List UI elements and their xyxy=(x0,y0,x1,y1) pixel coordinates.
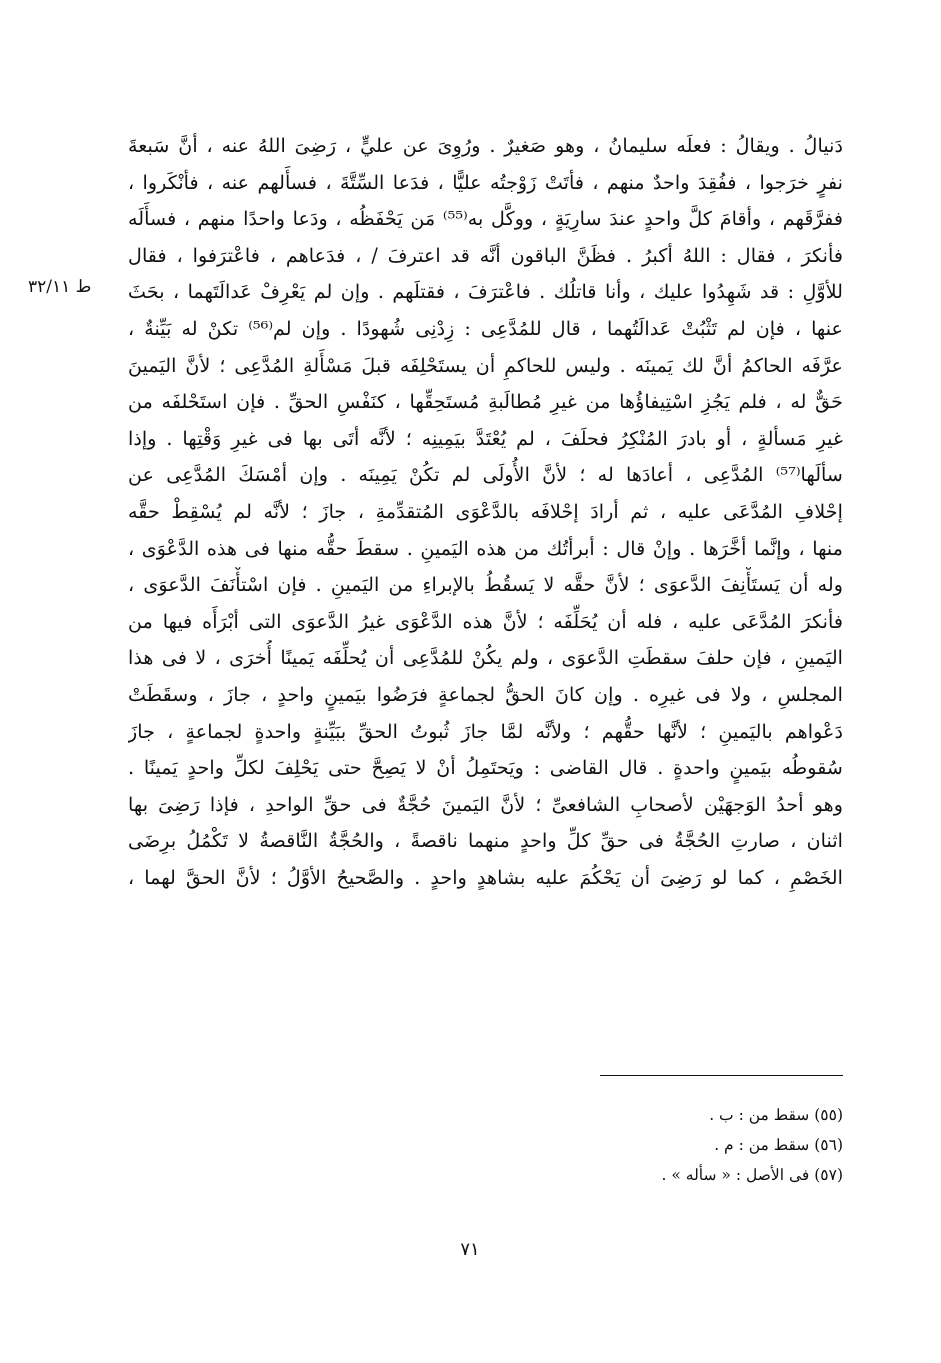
text-line: فأنكرَ ، فقال : اللهُ أكبرُ . فظَنَّ الباقون أنَّه قد اعترفَ / ، فدَعاهم ، فاعْترَفوا ، فقال xyxy=(128,243,843,267)
text-line: منها ، وإنَّما أخَّرَها . وإنْ قال : أبرأتُك من هذه اليَمينِ . سقطَ حقُّه منها فى هذه الدَّعْوَى ، xyxy=(128,536,843,560)
footnotes xyxy=(500,1100,843,1190)
text-line: عرَّفَه الحاكمُ أنَّ لك يَمينَه . وليس للحاكمِ أن يستَحْلِفَه قبلَ مَسْأَلةِ المُدَّعِى ؛ لأنَّ اليَمينَ xyxy=(128,353,843,377)
text-line: حَقٌّ له ، فلم يَجُزِ اسْتِيفاؤُها من غيرِ مُطالَبةِ مُستَحِقِّها ، كنَفْسِ الحقِّ . فإن استَحْلفَه من xyxy=(128,390,843,414)
text-line: للأوَّلِ : قد شَهِدُوا عليك ، وأنا قاتلُك . فاعْترَفَ ، فقتلَهم . وإن لم يَعْرِفْ عَدالَتَهما ، بحَثَ xyxy=(128,280,843,304)
text-line: سُقوطُه بيَمينٍ واحدةٍ . قال القاضى : ويَحتَمِلُ أنْ لا يَصِحَّ حتى يَحْلِفَ لكلِّ واحدٍ يَمينًا . xyxy=(128,756,843,780)
text-line: وله أن يَستَأْنِفَ الدَّعوَى ؛ لأنَّ حقَّه لا يَسقُطُ بالإبراءِ من اليَمينِ . فإن اسْتأْنَفَ الدَّعوَى ، xyxy=(128,573,843,597)
footnote: (٥٥) سقط من : ب . xyxy=(709,1106,843,1124)
text-line: غيرِ مَسألةٍ ، أو بادرَ المُنْكِرُ فحلَفَ ، لم يُعْتَدَّ بيَمِينِه ؛ لأنَّه أتَى بها فى غيرِ وَقْتِها . وإذا xyxy=(128,426,843,450)
text-line: إحْلافِ المُدَّعَى عليه ، ثم أرادَ إحْلافَه بالدَّعْوَى المُتقدِّمةِ ، جازَ ؛ لأنَّه لم يُسْقِطْ حقَّه xyxy=(128,499,843,523)
main-text-block xyxy=(128,128,843,896)
page-number: ٧١ xyxy=(460,1239,480,1260)
text-line: دَعْواهم باليَمينِ ؛ لأنَّها حقُّهم ؛ ولأنَّه لمَّا جازَ ثُبوتُ الحقِّ ببَيِّنةٍ واحدةٍ لجماعةٍ ، جازَ xyxy=(128,719,843,743)
text-line: نفرٍ خرَجوا ، ففُقِدَ واحدٌ منهم ، فأتَتْ زَوْجتُه عليًّا ، فدَعا السِّتَّةَ ، فسأَلهم عنه ، فأنْكَروا ، xyxy=(128,170,843,194)
text-line: اليَمينِ ، فإن حلفَ سقطَتِ الدَّعوَى ، ولم يكُنْ للمُدَّعِى أن يُحلِّفَه يَمينًا أُخرَى ، لا فى هذا xyxy=(128,646,843,670)
text-line: الخَصْمِ ، كما لو رَضِىَ أن يَحْكُمَ عليه بشاهدٍ واحدٍ . والصَّحيحُ الأوَّلُ ؛ لأنَّ الحقَّ لهما ، xyxy=(128,865,843,889)
text-line: دَنيالُ . ويقالُ : فعلَه سليمانُ ، وهو صَغيرٌ . ورُوِىَ عن عليٍّ ، رَضِىَ اللهُ عنه ، أنَّ سَبعةَ xyxy=(128,134,843,157)
text-line: ففرَّقَهم ، وأقامَ كلَّ واحدٍ عندَ سارِيَةٍ ، ووكَّل به⁽⁵⁵⁾ مَن يَحْفَظُه ، ودَعا واحدًا منهم ، فسأَلَه xyxy=(128,207,843,231)
text-line: عنها ، فإن لم تَثْبُتْ عَدالَتُهما ، قال للمُدَّعِى : زِدْنِى شُهودًا . وإن لم⁽⁵⁶⁾ تكنْ له بَيِّنةٌ ، xyxy=(128,316,843,340)
footnote: (٥٦) سقط من : م . xyxy=(714,1136,843,1154)
text-line: المجلسِ ، ولا فى غيرِه . وإن كانَ الحقُّ لجماعةٍ فرَضُوا بيَمينٍ واحدٍ ، جازَ ، وسقَطَتْ xyxy=(128,682,843,706)
margin-reference: ط ٣٢/١١ xyxy=(28,277,92,297)
text-line: اثنان ، صارتِ الحُجَّةُ فى حقِّ كلِّ واحدٍ منهما ناقصةً ، والحُجَّةُ النَّاقصةُ لا تَكْمُلُ برِضَى xyxy=(128,829,843,853)
footnote: (٥٧) فى الأصل : « سأله » . xyxy=(661,1166,843,1184)
text-line: سألَها⁽⁵⁷⁾ المُدَّعِى ، أعادَها له ؛ لأنَّ الأُولَى لم تكُنْ يَمِينَه . وإن أمْسَكَ المُدَّعِى عن xyxy=(128,463,843,487)
text-line: وهو أحدُ الوَجهَيْن لأصحابِ الشافعىِّ ؛ لأنَّ اليَمينَ حُجَّةٌ فى حقِّ الواحدِ ، فإذا رَضِىَ بها xyxy=(128,792,843,816)
text-line: فأنكرَ المُدَّعَى عليه ، فله أن يُحَلِّفَه ؛ لأنَّ هذه الدَّعْوَى غيرُ الدَّعوَى التى أبْرَأَه فيها من xyxy=(128,609,843,633)
footnote-divider xyxy=(600,1075,843,1076)
